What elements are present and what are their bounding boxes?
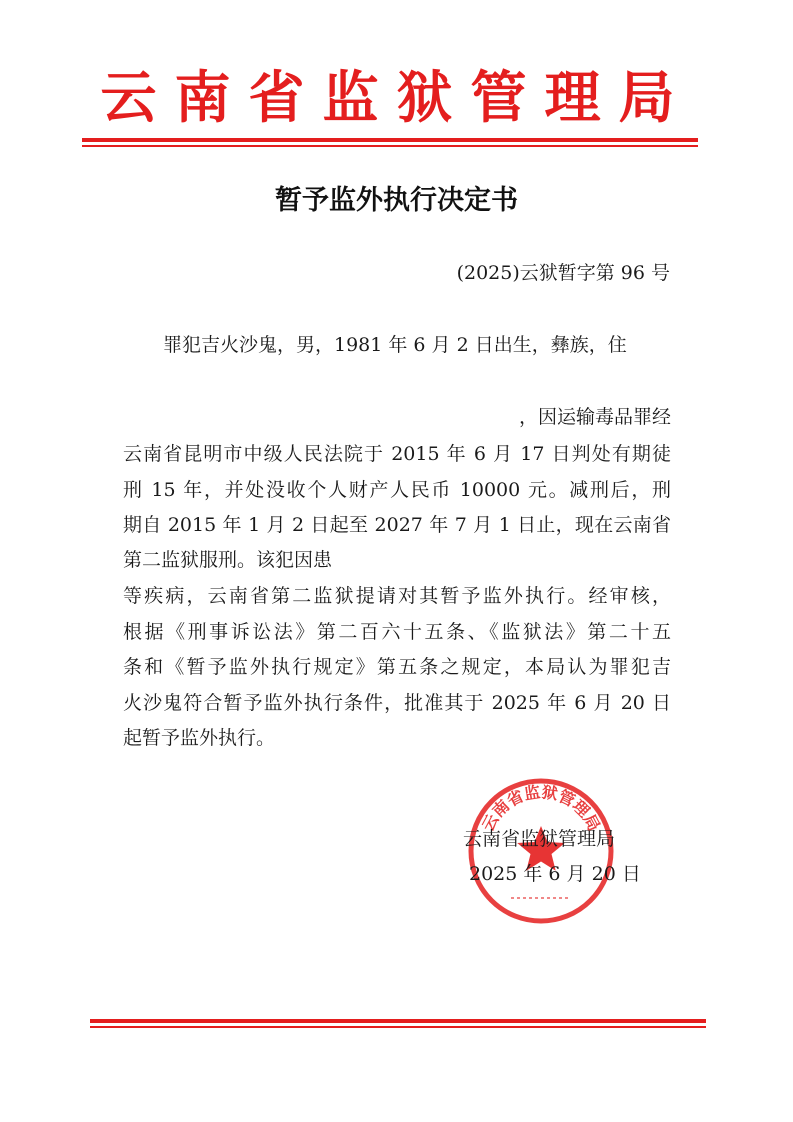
footer-divider-thin [90,1026,706,1028]
signature-organization: 云南省监狱管理局 [463,828,616,850]
body-line: 等疾病，云南省第二监狱提请对其暂予监外执行。经审核， [123,585,671,607]
official-seal [466,776,616,926]
body-line-text: ，因运输毒品罪经 [518,406,671,428]
footer-divider-thick [90,1019,706,1023]
body-line: 刑 15 年，并处没收个人财产人民币 10000 元。减刑后，刑 [123,479,671,501]
body-line [123,402,671,429]
issuing-authority-header: 云南省监狱管理局 [100,66,693,131]
signature-date: 2025 年 6 月 20 日 [469,863,641,885]
body-line: 云南省昆明市中级人民法院于 2015 年 6 月 17 日判处有期徒 [123,443,671,465]
document-title: 暂予监外执行决定书 [275,185,518,216]
document-number: (2025)云狱暂字第 96 号 [456,262,670,284]
body-line: 起暂予监外执行。 [123,727,276,749]
body-line: 火沙鬼符合暂予监外执行条件，批准其于 2025 年 6 月 20 日 [123,692,671,714]
body-line: 第二监狱服刑。该犯因患 [123,549,333,571]
header-divider-thick [82,138,698,142]
body-line: 根据《刑事诉讼法》第二百六十五条、《监狱法》第二十五 [123,621,671,643]
body-line: 条和《暂予监外执行规定》第五条之规定，本局认为罪犯吉 [123,656,671,678]
body-line: 罪犯吉火沙鬼，男，1981 年 6 月 2 日出生，彝族，住 [163,334,627,356]
body-line: 期自 2015 年 1 月 2 日起至 2027 年 7 月 1 日止，现在云南省 [123,514,671,536]
header-divider-thin [82,145,698,147]
seal-text: 云南省监狱管理局 [478,782,604,835]
